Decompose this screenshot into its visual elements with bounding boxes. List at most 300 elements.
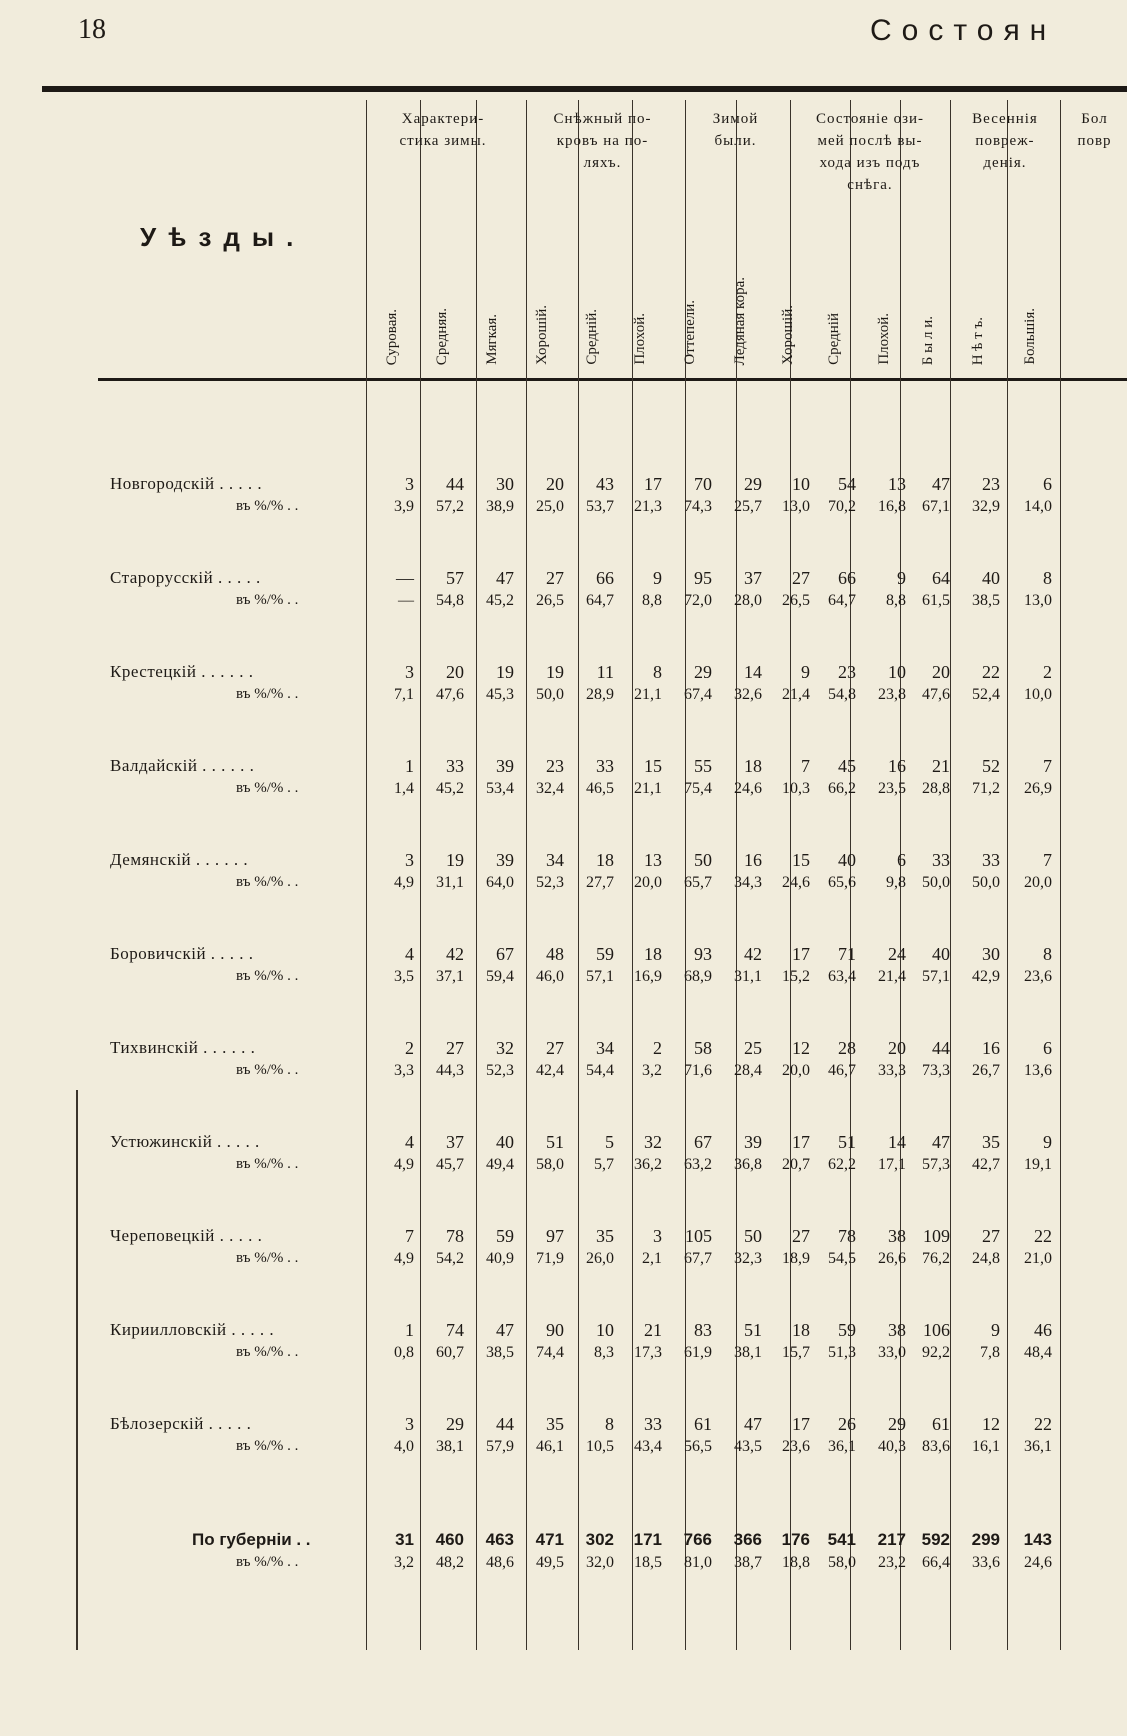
table-cell: 24,6 (1024, 1554, 1052, 1571)
running-head: Состоян (870, 14, 1057, 47)
table-cell: — (398, 592, 414, 609)
table-cell: 25 (744, 1038, 762, 1058)
table-cell: 2 (405, 1038, 414, 1058)
table-cell: 35 (546, 1414, 564, 1434)
percent-label: въ %/% . . (236, 1554, 299, 1570)
table-cell: 19,1 (1024, 1156, 1052, 1173)
table-row-percent (0, 1250, 1127, 1272)
table-cell: 73,3 (922, 1062, 950, 1079)
table-cell: 2 (653, 1038, 662, 1058)
column-header (958, 255, 998, 365)
table-cell: 27 (546, 1038, 564, 1058)
table-cell: 23 (546, 756, 564, 776)
table-cell: 33 (932, 850, 950, 870)
table-cell: 8 (605, 1414, 614, 1434)
table-cell: 42,9 (972, 968, 1000, 985)
table-cell: 55 (694, 756, 712, 776)
table-cell: 63,4 (828, 968, 856, 985)
percent-label: въ %/% . . (236, 1250, 299, 1266)
header-group-winter-events: Зимой были. (712, 111, 759, 149)
header-group-snow: Снѣжный по- кровъ на по- ляхъ. (553, 111, 652, 171)
table-cell: 37 (446, 1132, 464, 1152)
table-cell: 47,6 (436, 686, 464, 703)
table-cell: 58,0 (828, 1554, 856, 1571)
table-cell: 0,8 (394, 1344, 414, 1361)
table-cell: 45,7 (436, 1156, 464, 1173)
table-cell: 66,4 (922, 1554, 950, 1571)
table-cell: 48,2 (436, 1554, 464, 1571)
table-cell: 22 (1034, 1226, 1052, 1246)
table-cell: 18 (744, 756, 762, 776)
column-header (422, 255, 462, 365)
percent-label: въ %/% . . (236, 1062, 299, 1078)
table-cell: 4,9 (394, 1156, 414, 1173)
percent-label: въ %/% . . (236, 780, 299, 796)
table-cell: 35 (982, 1132, 1000, 1152)
table-cell: 13,0 (782, 498, 810, 515)
table-cell: 15 (644, 756, 662, 776)
table-cell: 61 (694, 1414, 712, 1434)
table-cell: 40 (932, 944, 950, 964)
total-row (0, 1530, 1127, 1552)
table-cell: 38 (888, 1226, 906, 1246)
percent-label: въ %/% . . (236, 686, 299, 702)
column-header-label: Средняя. (433, 307, 450, 365)
column-header-label: Средній (825, 313, 842, 365)
table-cell: 42,7 (972, 1156, 1000, 1173)
table-cell: 36,1 (828, 1438, 856, 1455)
table-cell: 51,3 (828, 1344, 856, 1361)
table-cell: 9 (897, 568, 906, 588)
table-cell: 54,8 (828, 686, 856, 703)
table-cell: 74 (446, 1320, 464, 1340)
table-cell: 11 (596, 662, 614, 682)
table-cell: 21,1 (634, 686, 662, 703)
table-cell: 52 (982, 756, 1000, 776)
table-cell: 17,1 (878, 1156, 906, 1173)
table-cell: 17 (644, 474, 662, 494)
table-cell: 59 (596, 944, 614, 964)
table-cell: 92,2 (922, 1344, 950, 1361)
table-cell: 10,3 (782, 780, 810, 797)
table-cell: 29 (888, 1414, 906, 1434)
table-cell: 38,7 (734, 1554, 762, 1571)
table-cell: 67,1 (922, 498, 950, 515)
column-header-label: Хорошій. (779, 305, 796, 365)
table-cell: 47,6 (922, 686, 950, 703)
table-cell: 81,0 (684, 1554, 712, 1571)
table-cell: 23 (982, 474, 1000, 494)
table-cell: 67,4 (684, 686, 712, 703)
table-cell: 71,2 (972, 780, 1000, 797)
table-cell: 45,2 (486, 592, 514, 609)
table-cell: 20,0 (634, 874, 662, 891)
table-cell: 27 (982, 1226, 1000, 1246)
table-cell: 1 (405, 756, 414, 776)
table-cell: 36,8 (734, 1156, 762, 1173)
table-cell: 8 (1043, 568, 1052, 588)
table-cell: 49,4 (486, 1156, 514, 1173)
table-row (0, 944, 1127, 966)
table-cell: 35 (596, 1226, 614, 1246)
table-cell: 66,2 (828, 780, 856, 797)
district-name: Демянскій . . . . . . (110, 850, 249, 869)
column-header (814, 255, 854, 365)
table-cell: 42 (744, 944, 762, 964)
column-header-label: Н ѣ т ъ. (969, 316, 986, 365)
table-cell: 24,8 (972, 1250, 1000, 1267)
table-cell: 16 (888, 756, 906, 776)
table-cell: 67 (496, 944, 514, 964)
table-cell: 24,6 (734, 780, 762, 797)
table-row-percent (0, 780, 1127, 802)
table-row (0, 568, 1127, 590)
table-cell: 63,2 (684, 1156, 712, 1173)
table-cell: 40 (496, 1132, 514, 1152)
table-cell: 32,6 (734, 686, 762, 703)
table-cell: 57,3 (922, 1156, 950, 1173)
table-cell: 71 (838, 944, 856, 964)
table-cell: 19 (546, 662, 564, 682)
table-cell: 46,0 (536, 968, 564, 985)
table-cell: 58,0 (536, 1156, 564, 1173)
table-cell: 66 (838, 568, 856, 588)
table-cell: 17 (792, 1132, 810, 1152)
table-cell: 25,7 (734, 498, 762, 515)
table-cell: 47 (744, 1414, 762, 1434)
table-cell: 52,3 (536, 874, 564, 891)
table-cell: 10 (792, 474, 810, 494)
table-cell: 3,2 (394, 1554, 414, 1571)
table-cell: 60,7 (436, 1344, 464, 1361)
table-cell: 30 (496, 474, 514, 494)
table-cell: 22 (982, 662, 1000, 682)
table-cell: 61,5 (922, 592, 950, 609)
table-cell: 34 (546, 850, 564, 870)
table-cell: 70,2 (828, 498, 856, 515)
column-header-label: Хорошій. (533, 305, 550, 365)
table-cell: 33,0 (878, 1344, 906, 1361)
table-cell: 74,3 (684, 498, 712, 515)
table-cell: 51 (546, 1132, 564, 1152)
column-header (472, 255, 512, 365)
table-cell: 8,3 (594, 1344, 614, 1361)
table-cell: 33 (982, 850, 1000, 870)
table-row (0, 1038, 1127, 1060)
table-cell: 8 (1043, 944, 1052, 964)
table-cell: 143 (1023, 1530, 1052, 1549)
table-cell: 48,4 (1024, 1344, 1052, 1361)
column-header-label: Большія. (1021, 308, 1038, 365)
table-cell: 3,2 (642, 1062, 662, 1079)
table-row (0, 474, 1127, 496)
top-rule (42, 86, 1127, 92)
table-cell: 45 (838, 756, 856, 776)
table-cell: 21 (932, 756, 950, 776)
table-cell: 10 (596, 1320, 614, 1340)
table-cell: 18,5 (634, 1554, 662, 1571)
column-header (620, 255, 660, 365)
table-cell: 1 (405, 1320, 414, 1340)
table-cell: 26,9 (1024, 780, 1052, 797)
table-row (0, 1132, 1127, 1154)
header-group-crop-state: Состояніе ози- мей послѣ вы- хода изъ подъ снѣга. (815, 111, 925, 193)
table-cell: 57,1 (586, 968, 614, 985)
table-cell: 1,4 (394, 780, 414, 797)
table-cell: 38,5 (486, 1344, 514, 1361)
column-header-label: Ледяная кора. (731, 276, 748, 365)
district-name: Кириилловскій . . . . . (110, 1320, 275, 1339)
total-label: По губерніи . . (192, 1530, 311, 1549)
table-cell: 51 (744, 1320, 762, 1340)
table-cell: 3 (405, 850, 414, 870)
table-cell: 26,6 (878, 1250, 906, 1267)
table-cell: 5 (605, 1132, 614, 1152)
table-row (0, 1320, 1127, 1342)
table-cell: 67,7 (684, 1250, 712, 1267)
table-cell: 64 (932, 568, 950, 588)
table-cell: 14 (744, 662, 762, 682)
table-cell: 302 (585, 1530, 614, 1549)
table-row-percent (0, 1344, 1127, 1366)
table-cell: 48 (546, 944, 564, 964)
table-cell: 31 (395, 1530, 414, 1549)
table-cell: 7 (405, 1226, 414, 1246)
table-cell: 766 (683, 1530, 712, 1549)
table-cell: 47 (496, 568, 514, 588)
percent-label: въ %/% . . (236, 968, 299, 984)
table-cell: 366 (733, 1530, 762, 1549)
table-cell: 40,9 (486, 1250, 514, 1267)
column-header (768, 255, 808, 365)
table-cell: 38,1 (734, 1344, 762, 1361)
table-cell: 17 (792, 944, 810, 964)
table-cell: 50,0 (922, 874, 950, 891)
table-cell: 17,3 (634, 1344, 662, 1361)
table-cell: 83 (694, 1320, 712, 1340)
table-cell: 26,5 (782, 592, 810, 609)
table-cell: 12 (982, 1414, 1000, 1434)
table-cell: 27,7 (586, 874, 614, 891)
column-header-label: Оттепели. (681, 300, 698, 365)
table-cell: 20 (888, 1038, 906, 1058)
table-cell: 65,6 (828, 874, 856, 891)
table-cell: 18 (644, 944, 662, 964)
table-cell: 45,2 (436, 780, 464, 797)
table-cell: 74,4 (536, 1344, 564, 1361)
column-header-label: Б ы л и. (919, 315, 936, 365)
table-cell: 3,9 (394, 498, 414, 515)
table-cell: 463 (485, 1530, 514, 1549)
header-bottom-rule (98, 378, 1127, 381)
column-header (372, 255, 412, 365)
table-cell: 76,2 (922, 1250, 950, 1267)
table-cell: 10,5 (586, 1438, 614, 1455)
table-cell: 27 (792, 1226, 810, 1246)
table-cell: 29 (744, 474, 762, 494)
table-cell: 217 (877, 1530, 906, 1549)
table-cell: 57,2 (436, 498, 464, 515)
table-cell: 78 (838, 1226, 856, 1246)
table-cell: 3 (405, 474, 414, 494)
table-row-percent (0, 968, 1127, 990)
table-row-percent (0, 686, 1127, 708)
table-cell: 18 (792, 1320, 810, 1340)
table-cell: 24 (888, 944, 906, 964)
percent-label: въ %/% . . (236, 592, 299, 608)
table-cell: 12 (792, 1038, 810, 1058)
table-cell: 9 (653, 568, 662, 588)
table-cell: 42 (446, 944, 464, 964)
column-header-label: Плохой. (631, 313, 648, 365)
page-number: 18 (78, 14, 106, 45)
table-cell: 57 (446, 568, 464, 588)
table-cell: 21,3 (634, 498, 662, 515)
table-cell: 54 (838, 474, 856, 494)
table-cell: 26,0 (586, 1250, 614, 1267)
table-cell: 32 (644, 1132, 662, 1152)
table-cell: 65,7 (684, 874, 712, 891)
table-cell: 15,2 (782, 968, 810, 985)
table-cell: 15,7 (782, 1344, 810, 1361)
table-cell: 6 (1043, 474, 1052, 494)
district-name: Бѣлозерскій . . . . . (110, 1414, 252, 1433)
table-row-percent (0, 1156, 1127, 1178)
table-row-percent (0, 592, 1127, 614)
table-cell: 9 (991, 1320, 1000, 1340)
table-cell: 37,1 (436, 968, 464, 985)
table-cell: 33 (644, 1414, 662, 1434)
table-cell: 24,6 (782, 874, 810, 891)
table-cell: 32,0 (586, 1554, 614, 1571)
table-cell: 36,2 (634, 1156, 662, 1173)
table-cell: 21,4 (782, 686, 810, 703)
table-cell: 7 (801, 756, 810, 776)
table-cell: 3,5 (394, 968, 414, 985)
table-cell: 23,2 (878, 1554, 906, 1571)
table-cell: 40 (838, 850, 856, 870)
table-cell: 71,6 (684, 1062, 712, 1079)
table-cell: 592 (921, 1530, 950, 1549)
table-cell: 23 (838, 662, 856, 682)
total-row-percent (0, 1554, 1127, 1576)
table-cell: 39 (496, 850, 514, 870)
table-cell: 29 (446, 1414, 464, 1434)
column-header (908, 255, 948, 365)
table-cell: 78 (446, 1226, 464, 1246)
table-cell: 109 (923, 1226, 950, 1246)
table-cell: 32,9 (972, 498, 1000, 515)
table-cell: 52,3 (486, 1062, 514, 1079)
table-cell: 27 (792, 568, 810, 588)
table-cell: 26,5 (536, 592, 564, 609)
table-cell: 37 (744, 568, 762, 588)
table-cell: 64,0 (486, 874, 514, 891)
table-row (0, 756, 1127, 778)
table-cell: 43,4 (634, 1438, 662, 1455)
table-cell: 17 (792, 1414, 810, 1434)
table-cell: 72,0 (684, 592, 712, 609)
table-cell: — (396, 568, 414, 588)
table-cell: 20,7 (782, 1156, 810, 1173)
table-cell: 83,6 (922, 1438, 950, 1455)
table-cell: 25,0 (536, 498, 564, 515)
table-cell: 75,4 (684, 780, 712, 797)
table-cell: 68,9 (684, 968, 712, 985)
table-cell: 49,5 (536, 1554, 564, 1571)
header-group-winter: Характери- стика зимы. (399, 111, 487, 149)
table-cell: 6 (897, 850, 906, 870)
table-cell: 171 (633, 1530, 662, 1549)
table-cell: 40 (982, 568, 1000, 588)
table-cell: 4 (405, 1132, 414, 1152)
table-cell: 4 (405, 944, 414, 964)
table-cell: 50,0 (536, 686, 564, 703)
table-cell: 19 (496, 662, 514, 682)
table-cell: 299 (971, 1530, 1000, 1549)
table-cell: 16 (982, 1038, 1000, 1058)
table-cell: 32 (496, 1038, 514, 1058)
table-cell: 61 (932, 1414, 950, 1434)
table-cell: 23,8 (878, 686, 906, 703)
table-cell: 33,3 (878, 1062, 906, 1079)
table-row (0, 1226, 1127, 1248)
table-cell: 47 (496, 1320, 514, 1340)
header-group-diseases: Бол повр (1077, 111, 1112, 149)
table-cell: 19 (446, 850, 464, 870)
table-cell: 27 (446, 1038, 464, 1058)
table-cell: 57,1 (922, 968, 950, 985)
table-cell: 67 (694, 1132, 712, 1152)
table-cell: 28,9 (586, 686, 614, 703)
table-cell: 20,0 (1024, 874, 1052, 891)
table-cell: 14 (888, 1132, 906, 1152)
table-cell: 50 (744, 1226, 762, 1246)
table-cell: 39 (496, 756, 514, 776)
table-row-percent (0, 1062, 1127, 1084)
table-cell: 460 (435, 1530, 464, 1549)
table-cell: 44 (932, 1038, 950, 1058)
table-cell: 4,0 (394, 1438, 414, 1455)
table-cell: 46,5 (586, 780, 614, 797)
table-cell: 33 (446, 756, 464, 776)
table-cell: 10,0 (1024, 686, 1052, 703)
table-cell: 8,8 (886, 592, 906, 609)
table-cell: 64,7 (586, 592, 614, 609)
table-cell: 42,4 (536, 1062, 564, 1079)
district-name: Череповецкій . . . . . (110, 1226, 263, 1245)
table-cell: 2,1 (642, 1250, 662, 1267)
table-cell: 39 (744, 1132, 762, 1152)
table-cell: 21,0 (1024, 1250, 1052, 1267)
table-cell: 61,9 (684, 1344, 712, 1361)
table-cell: 54,8 (436, 592, 464, 609)
table-cell: 106 (923, 1320, 950, 1340)
table-cell: 23,5 (878, 780, 906, 797)
column-header-label: Средній. (583, 309, 600, 365)
table-cell: 32,3 (734, 1250, 762, 1267)
table-cell: 29 (694, 662, 712, 682)
table-cell: 44,3 (436, 1062, 464, 1079)
table-cell: 27 (546, 568, 564, 588)
district-name: Устюжинскій . . . . . (110, 1132, 260, 1151)
district-name: Старорусскій . . . . . (110, 568, 261, 587)
table-cell: 21,4 (878, 968, 906, 985)
table-cell: 18,8 (782, 1554, 810, 1571)
table-cell: 23,6 (1024, 968, 1052, 985)
percent-label: въ %/% . . (236, 1156, 299, 1172)
table-cell: 13,0 (1024, 592, 1052, 609)
